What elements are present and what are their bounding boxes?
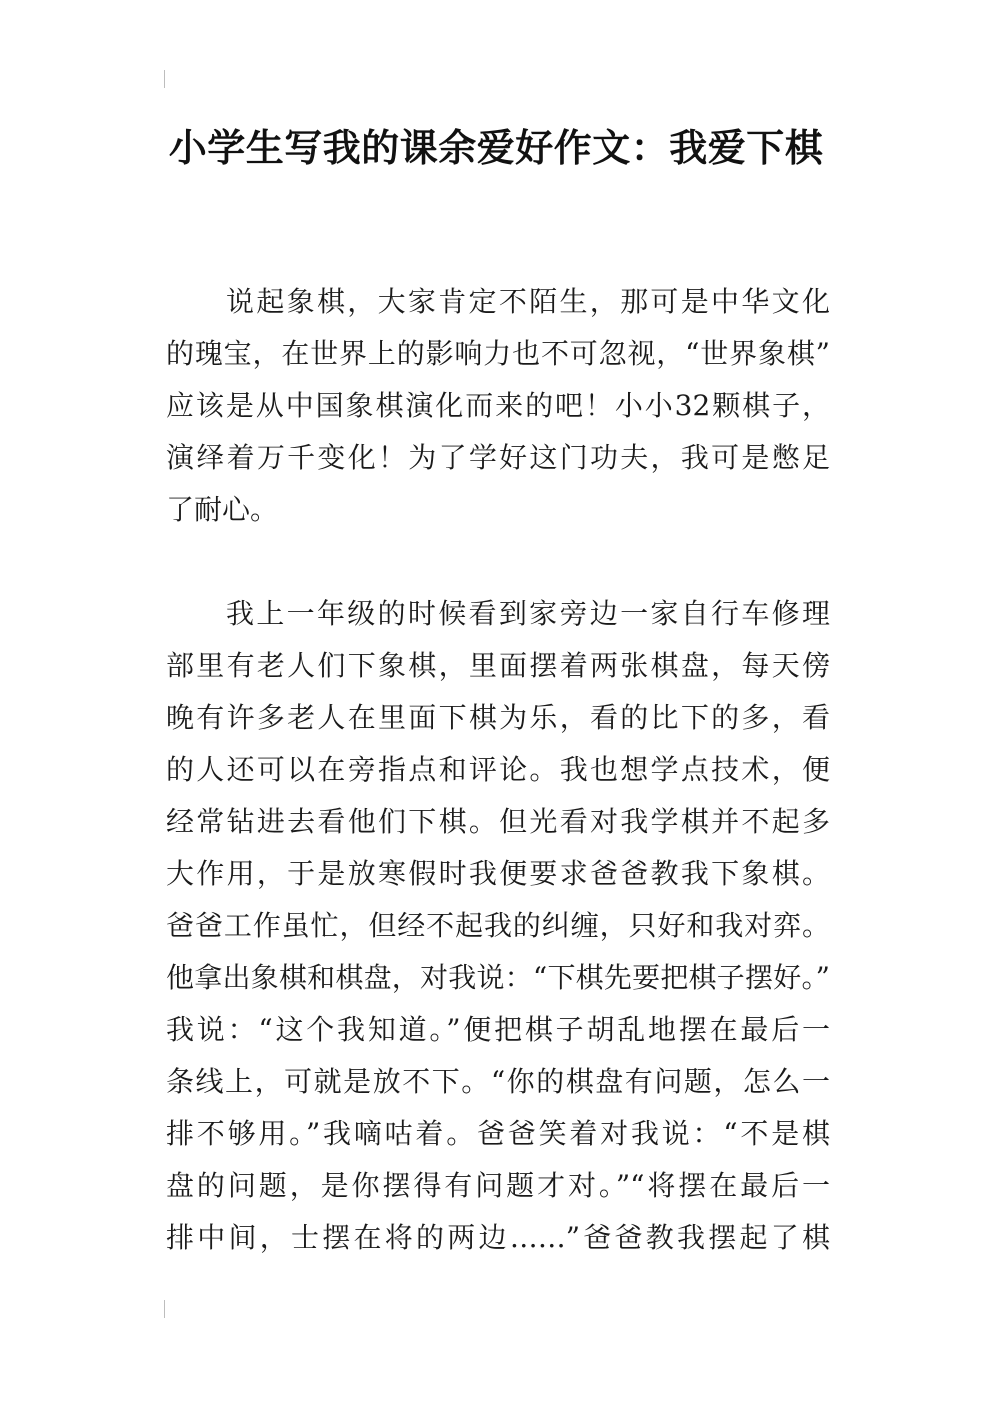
- paragraph-line: 部里有老人们下象棋，里面摆着两张棋盘，每天傍: [166, 649, 830, 682]
- paragraph-line: 了耐心。: [166, 493, 279, 526]
- paragraph-line: 盘的问题，是你摆得有问题才对。”“将摆在最后一: [166, 1169, 830, 1202]
- paragraph-line: 的人还可以在旁指点和评论。我也想学点技术，便: [166, 753, 830, 786]
- paragraph-line: 我上一年级的时候看到家旁边一家自行车修理: [226, 597, 830, 630]
- paragraph-1: [166, 276, 830, 536]
- crop-mark-bottom: [164, 1300, 165, 1318]
- document-title: 小学生写我的课余爱好作文：我爱下棋: [168, 126, 824, 170]
- paragraph-line: 经常钻进去看他们下棋。但光看对我学棋并不起多: [166, 805, 830, 838]
- paragraph-line: 大作用，于是放寒假时我便要求爸爸教我下象棋。: [166, 857, 830, 890]
- paragraph-line: 条线上，可就是放不下。“你的棋盘有问题，怎么一: [166, 1065, 830, 1098]
- paragraph-line: 排不够用。”我嘀咕着。爸爸笑着对我说：“不是棋: [166, 1117, 830, 1150]
- paragraph-line: 我说：“这个我知道。”便把棋子胡乱地摆在最后一: [166, 1013, 830, 1046]
- paragraph-line: 演绎着万千变化！为了学好这门功夫，我可是憋足: [166, 441, 830, 474]
- paragraph-line: 的瑰宝，在世界上的影响力也不可忽视，“世界象棋”: [166, 337, 830, 370]
- paragraph-line: 说起象棋，大家肯定不陌生，那可是中华文化: [226, 285, 830, 318]
- paragraph-line: 晚有许多老人在里面下棋为乐，看的比下的多，看: [166, 701, 830, 734]
- paragraph-line: 应该是从中国象棋演化而来的吧！小小32颗棋子，: [166, 389, 830, 422]
- paragraph-line: 他拿出象棋和棋盘，对我说：“下棋先要把棋子摆好。”: [166, 961, 830, 994]
- paragraph-line: 爸爸工作虽忙，但经不起我的纠缠，只好和我对弈。: [166, 909, 830, 942]
- crop-mark-top: [164, 70, 165, 88]
- paragraph-2: [166, 588, 830, 1264]
- paragraph-line: 排中间，士摆在将的两边……”爸爸教我摆起了棋: [166, 1221, 830, 1254]
